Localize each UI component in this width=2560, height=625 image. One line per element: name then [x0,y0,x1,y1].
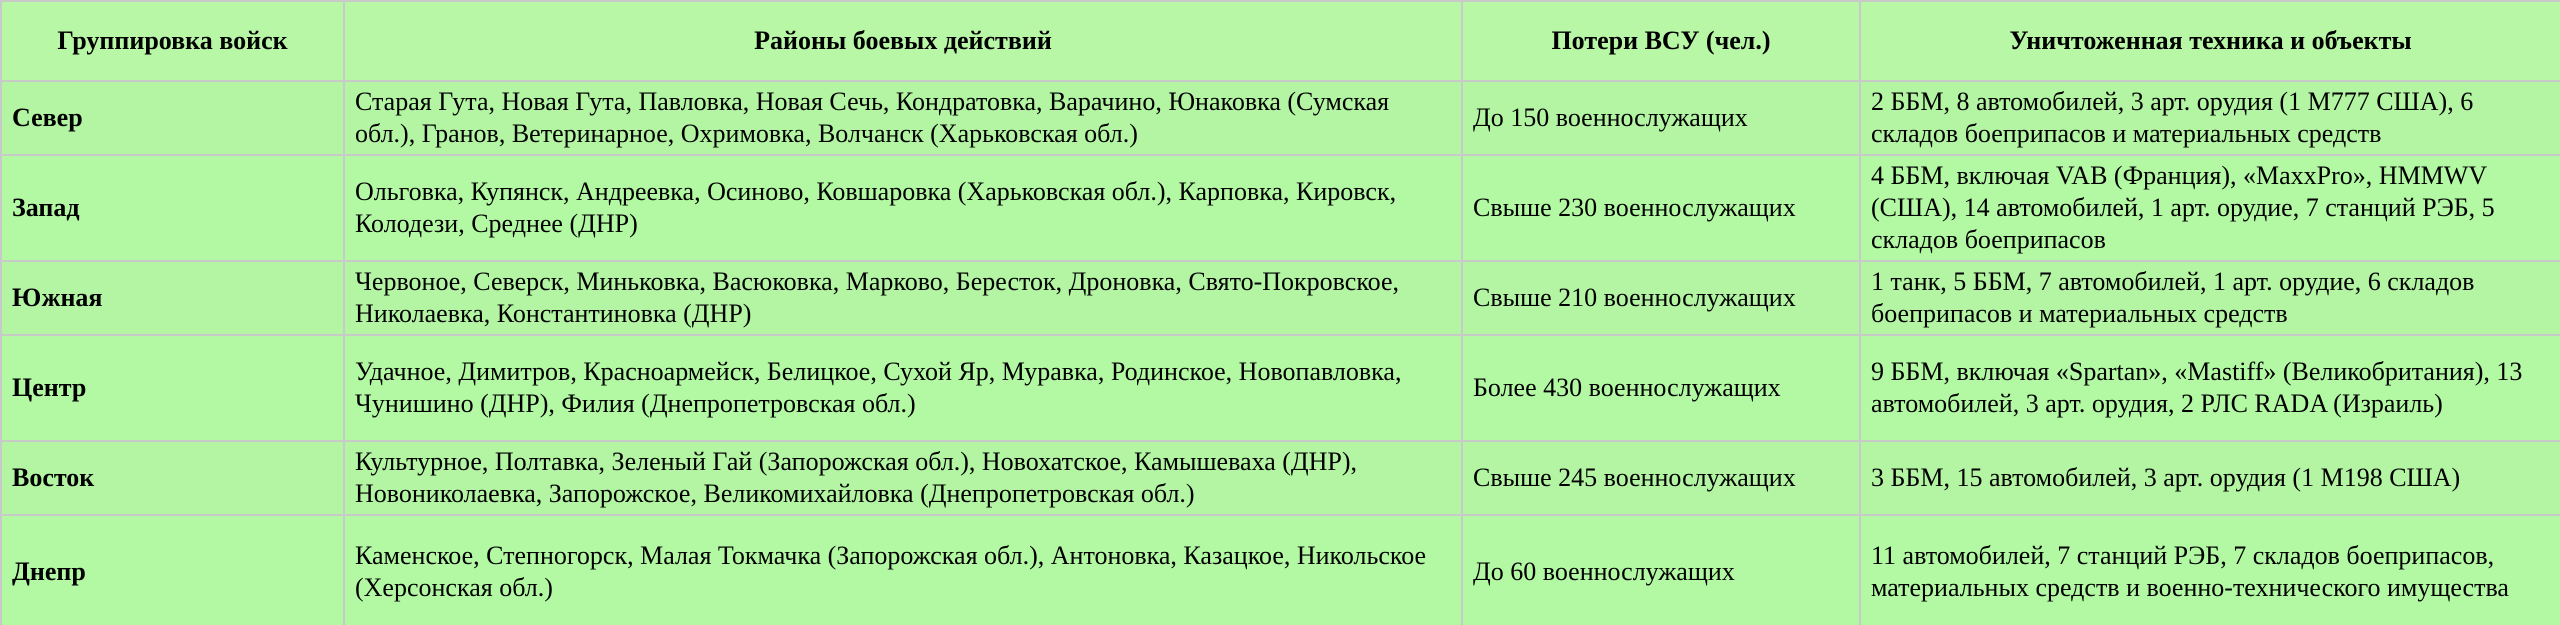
header-areas: Районы боевых действий [344,1,1462,81]
table-row [1,335,2560,441]
cell-losses: Свыше 230 военнослужащих [1462,155,1860,261]
cell-group: Восток [1,441,344,515]
cell-group: Запад [1,155,344,261]
cell-equipment: 1 танк, 5 ББМ, 7 автомобилей, 1 арт. орудие, 6 складов боеприпасов и материальных средств [1860,261,2560,335]
cell-equipment: 11 автомобилей, 7 станций РЭБ, 7 складов боеприпасов, материальных средств и военно-технического имущества [1860,515,2560,625]
table-header [1,1,2560,81]
cell-equipment: 4 ББМ, включая VAB (Франция), «MaxxPro», HMMWV (США), 14 автомобилей, 1 арт. орудие, 7 станций РЭБ, 5 складов боеприпасов [1860,155,2560,261]
header-losses: Потери ВСУ (чел.) [1462,1,1860,81]
cell-losses: До 150 военнослужащих [1462,81,1860,155]
header-group: Группировка войск [1,1,344,81]
cell-group: Центр [1,335,344,441]
cell-areas: Удачное, Димитров, Красноармейск, Белицкое, Сухой Яр, Муравка, Родинское, Новопавловка, Чунишино (ДНР), Филия (Днепропетровская обл.) [344,335,1462,441]
cell-losses: Свыше 245 военнослужащих [1462,441,1860,515]
cell-group: Днепр [1,515,344,625]
table-row [1,261,2560,335]
cell-areas: Червоное, Северск, Миньковка, Васюковка, Марково, Бересток, Дроновка, Свято-Покровское, Николаевка, Константиновка (ДНР) [344,261,1462,335]
header-row [1,1,2560,81]
table-row [1,515,2560,625]
table-row [1,81,2560,155]
cell-losses: Более 430 военнослужащих [1462,335,1860,441]
cell-equipment: 2 ББМ, 8 автомобилей, 3 арт. орудия (1 M777 США), 6 складов боеприпасов и материальных средств [1860,81,2560,155]
table-row [1,441,2560,515]
cell-equipment: 9 ББМ, включая «Spartan», «Mastiff» (Великобритания), 13 автомобилей, 3 арт. орудия, 2 РЛС RADA (Израиль) [1860,335,2560,441]
cell-group: Южная [1,261,344,335]
table-row [1,155,2560,261]
cell-losses: Свыше 210 военнослужащих [1462,261,1860,335]
cell-losses: До 60 военнослужащих [1462,515,1860,625]
cell-areas: Ольговка, Купянск, Андреевка, Осиново, Ковшаровка (Харьковская обл.), Карповка, Кировск, Колодези, Среднее (ДНР) [344,155,1462,261]
header-equipment: Уничтоженная техника и объекты [1860,1,2560,81]
cell-equipment: 3 ББМ, 15 автомобилей, 3 арт. орудия (1 M198 США) [1860,441,2560,515]
cell-areas: Каменское, Степногорск, Малая Токмачка (Запорожская обл.), Антоновка, Казацкое, Никольское (Херсонская обл.) [344,515,1462,625]
table-body [1,81,2560,625]
cell-areas: Культурное, Полтавка, Зеленый Гай (Запорожская обл.), Новохатское, Камышеваха (ДНР), Новониколаевка, Запорожское, Великомихайловка (Днепропетровская обл.) [344,441,1462,515]
cell-areas: Старая Гута, Новая Гута, Павловка, Новая Сечь, Кондратовка, Варачино, Юнаковка (Сумская обл.), Гранов, Ветеринарное, Охримовка, Волчанск (Харьковская обл.) [344,81,1462,155]
cell-group: Север [1,81,344,155]
